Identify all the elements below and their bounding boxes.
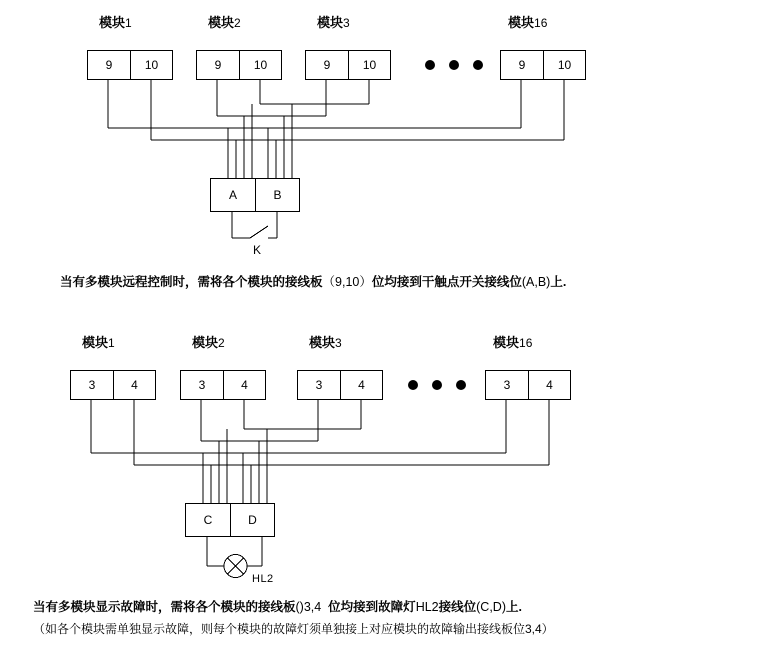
ellipsis-dots-bottom (408, 380, 466, 390)
lamp-label-hl2: HL2 (252, 573, 274, 585)
terminal-block-bottom-3 (297, 370, 383, 400)
hub-cell-c: C (203, 513, 213, 527)
terminal-pin: 10 (239, 51, 281, 79)
terminal-block-bottom-2 (180, 370, 266, 400)
terminal-pin: 10 (348, 51, 390, 79)
hub-cell-b: B (255, 179, 299, 211)
caption-top: 当有多模块远程控制时，需将各个模块的接线板（9,10）位均接到干触点开关接线位(A,B)上. (60, 275, 567, 289)
terminal-block-top-16 (500, 50, 586, 80)
module-label-top-3: 模块3 (317, 15, 350, 30)
terminal-pin: 10 (543, 51, 585, 79)
terminal-pin: 4 (223, 371, 265, 399)
ellipsis-dot (449, 60, 459, 70)
ellipsis-dots-top (425, 60, 483, 70)
hub-cell-d: D (230, 504, 274, 536)
terminal-pin: 9 (323, 58, 331, 72)
module-label-top-2: 模块2 (208, 15, 241, 30)
terminal-pin: 4 (113, 371, 155, 399)
terminal-pin: 4 (340, 371, 382, 399)
caption-bottom-note: （如各个模块需单独显示故障，则每个模块的故障灯须单独接上对应模块的故障输出接线板位3,4） (33, 622, 554, 636)
terminal-pin: 3 (88, 378, 96, 392)
terminal-pin: 3 (315, 378, 323, 392)
module-label-bottom-16: 模块16 (493, 335, 533, 350)
terminal-block-top-1 (87, 50, 173, 80)
ellipsis-dot (408, 380, 418, 390)
terminal-pin: 4 (528, 371, 570, 399)
module-label-bottom-3: 模块3 (309, 335, 342, 350)
fault-lamp-terminal-cd (185, 503, 275, 537)
terminal-pin: 10 (130, 51, 172, 79)
terminal-pin: 3 (503, 378, 511, 392)
terminal-block-bottom-1 (70, 370, 156, 400)
terminal-block-top-3 (305, 50, 391, 80)
ellipsis-dot (456, 380, 466, 390)
switch-label-k: K (253, 243, 262, 257)
ellipsis-dot (425, 60, 435, 70)
dry-contact-terminal-ab (210, 178, 300, 212)
terminal-pin: 9 (214, 58, 222, 72)
module-label-bottom-1: 模块1 (82, 335, 115, 350)
hub-cell-a: A (228, 188, 237, 202)
module-label-top-1: 模块1 (99, 15, 132, 30)
terminal-block-bottom-16 (485, 370, 571, 400)
ellipsis-dot (473, 60, 483, 70)
terminal-pin: 3 (198, 378, 206, 392)
terminal-block-top-2 (196, 50, 282, 80)
caption-bottom: 当有多模块显示故障时，需将各个模块的接线板()3,4 位均接到故障灯HL2接线位(C,D)上. (33, 600, 522, 614)
module-label-top-16: 模块16 (508, 15, 548, 30)
terminal-pin: 9 (105, 58, 113, 72)
ellipsis-dot (432, 380, 442, 390)
terminal-pin: 9 (518, 58, 526, 72)
module-label-bottom-2: 模块2 (192, 335, 225, 350)
